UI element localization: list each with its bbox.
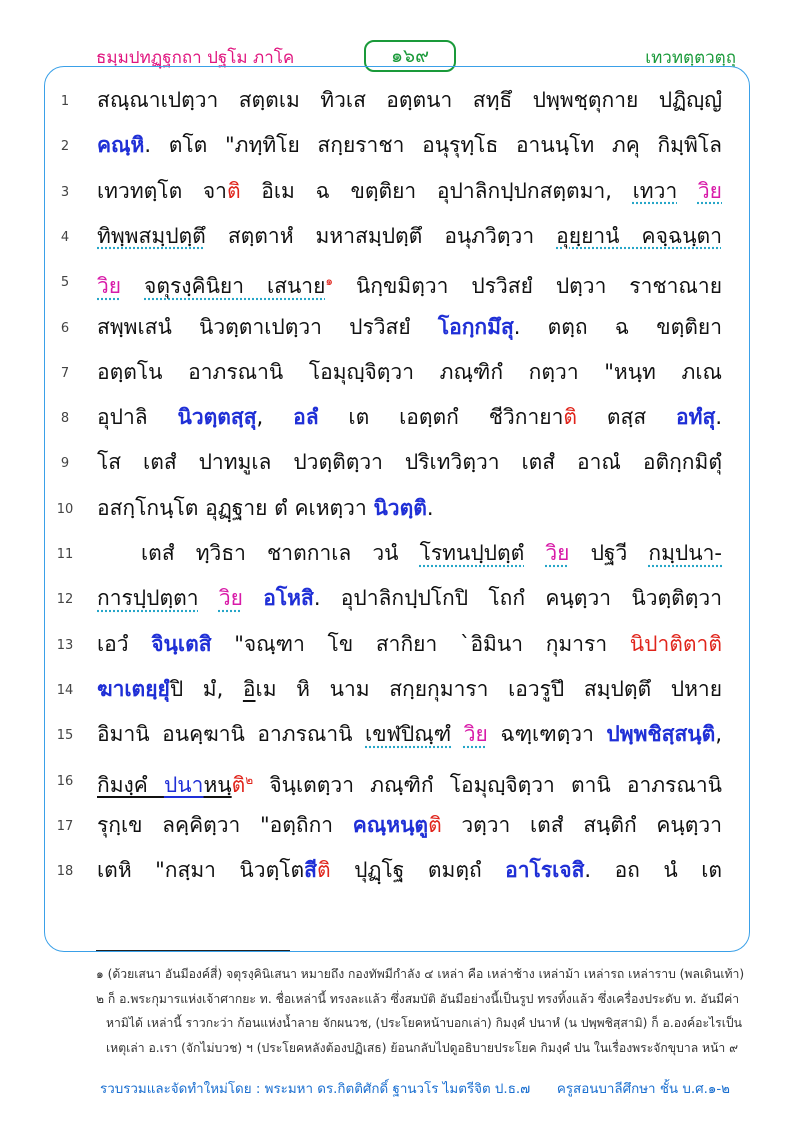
line-text xyxy=(97,307,722,347)
line-text xyxy=(97,488,722,528)
text-span: ตสฺส xyxy=(577,405,677,430)
line-number: 13 xyxy=(56,637,74,653)
text-span xyxy=(199,586,219,610)
text-span: จินฺเตตฺวา ภณฺฑิกํ โอมุญฺจิตฺวา ตานิ อาภรณานิ xyxy=(253,772,722,797)
line-text xyxy=(97,397,722,437)
text-span: อิ xyxy=(242,676,256,701)
text-line xyxy=(44,488,750,528)
page-header-left: ธมฺมปทฏฺฐกถา ปฐโม ภาโค xyxy=(96,48,295,68)
line-text xyxy=(97,352,722,392)
text-span: อิมานิ อนคฺฆานิ อาภรณานิ xyxy=(97,722,366,747)
text-span: คณฺหิ xyxy=(97,133,145,158)
line-number: 6 xyxy=(60,320,70,336)
line-text xyxy=(97,171,722,211)
text-span: ฆาเตยฺยุํ xyxy=(97,676,170,701)
line-text xyxy=(97,760,722,805)
line-number: 15 xyxy=(56,728,74,744)
text-span: การปฺปตฺตา xyxy=(97,586,199,611)
page-footer xyxy=(100,1078,730,1099)
text-span: จินฺเตสิ xyxy=(151,631,212,656)
text-line xyxy=(44,216,750,256)
line-number: 3 xyxy=(60,184,70,200)
text-span: ปพฺพชิสฺสนฺติ xyxy=(606,722,716,747)
text-span: เม หิ นาม สกฺยกุมารา เอวรูปึ สมฺปตฺตึ ปหาย xyxy=(255,676,723,701)
text-span: หนฺ xyxy=(203,772,232,797)
text-span: , xyxy=(256,405,294,430)
text-span: จตุรงฺคินิยา เสนาย xyxy=(144,274,326,299)
line-text xyxy=(97,442,722,482)
text-line xyxy=(44,307,750,347)
text-span: อาโรเจสิ xyxy=(505,858,585,883)
text-span: . ตตฺถ ฉ ขตฺติยา xyxy=(513,314,722,339)
line-text xyxy=(97,533,722,573)
text-line xyxy=(44,714,750,754)
line-text xyxy=(97,578,722,618)
text-span xyxy=(243,586,263,610)
text-span: ติ xyxy=(226,178,241,203)
line-text xyxy=(97,125,722,165)
text-span: นิกฺขมิตฺวา ปรวิสยํ ปตฺวา ราชาณาย xyxy=(333,274,722,299)
line-number: 4 xyxy=(60,229,70,245)
text-span: เอวํ xyxy=(97,631,152,656)
line-number: 8 xyxy=(60,411,70,427)
text-span: อสกฺโกนฺโต อุฏฺฐาย ตํ คเหตฺวา xyxy=(97,495,374,520)
text-span: . ตโต "ภทฺทิโย สกฺยราชา อนุรุทฺโธ อานนฺโท ภคุ กิมฺพิโล xyxy=(144,133,722,158)
text-line xyxy=(44,80,750,120)
text-line xyxy=(44,352,750,392)
text-span: เต เอตฺตกํ ชีวิกายา xyxy=(318,405,564,430)
text-span: ติ xyxy=(316,858,331,883)
text-span: กิมงฺคํ xyxy=(97,772,164,797)
line-text xyxy=(97,805,722,845)
text-span: ฉฑฺเฑตฺวา xyxy=(487,722,607,747)
line-text xyxy=(97,261,722,306)
text-line xyxy=(44,125,750,165)
line-number: 9 xyxy=(60,456,70,472)
footnote-line: เหตุเล่า อ.เรา (จักไม่บวช) ฯ (ประโยคหลังต้องปฏิเสธ) ย้อนกลับไปดูอธิบายประโยค กิมงฺคํ ปน ในเรื่องพระจักขุบาล หน้า ๙ xyxy=(106,1040,739,1055)
footnote-line: ๑ (ด้วยเสนา อันมีองค์สี่) จตุรงฺคินิเสนา หมายถึง กองทัพมีกำลัง ๔ เหล่า คือ เหล่าช้าง เหล่าม้า เหล่ารถ เหล่าราบ (พลเดินเท้า) xyxy=(96,967,745,981)
text-span: วิย xyxy=(697,178,722,203)
footer-course: ครูสอนบาลีศึกษา ชั้น บ.ศ.๑-๒ xyxy=(556,1082,730,1097)
text-span: โรทนปฺปตฺตํ xyxy=(419,541,525,565)
text-span: วิย xyxy=(97,274,122,299)
text-span: สตฺตาหํ มหาสมฺปตฺตึ อนุภวิตฺวา xyxy=(205,223,557,248)
text-line xyxy=(44,171,750,211)
text-line xyxy=(44,760,750,800)
text-span: อิเม ฉ ขตฺติยา อุปาลิกปฺปกสตฺตมา, xyxy=(240,178,633,203)
text-span: อทํสุ xyxy=(676,405,716,430)
text-span: โอกฺกมึสุ xyxy=(437,314,514,339)
text-span: ติ xyxy=(563,405,578,430)
text-line xyxy=(44,624,750,664)
text-span: กมฺปนา- xyxy=(648,541,722,565)
text-span: เทวทตฺโต จา xyxy=(97,178,227,203)
footnote-ref: ๒ xyxy=(245,772,254,787)
footnote-line: หามิได้ เหล่านี้ ราวกะว่า ก้อนแห่งน้ำลาย จักผนวช, (ประโยคหน้าบอกเล่า) กิมงฺคํ ปนาหํ (น ปพฺพชิสฺสามิ) ก็ อ.องค์อะไรเป็น xyxy=(106,1016,742,1030)
line-number: 1 xyxy=(60,94,70,109)
line-number: 2 xyxy=(60,139,70,155)
text-line xyxy=(44,805,750,845)
text-span: ปิ มํ, xyxy=(169,676,243,701)
text-span: ติ xyxy=(231,772,246,797)
footer-compiler: รวบรวมและจัดทำใหม่โดย : พระมหา ดร.กิตติศักดิ์ ฐานวโร ไมตรีจิต ป.ธ.๗ xyxy=(100,1082,531,1097)
line-number: 16 xyxy=(56,773,74,789)
text-span xyxy=(451,722,464,746)
footnote-rule xyxy=(96,950,290,951)
text-span: อุปาลิ xyxy=(97,405,178,430)
text-span: อโหสิ xyxy=(263,586,314,611)
text-span: อุยฺยานํ คจฺฉนฺตา xyxy=(556,223,722,248)
text-span: วิย xyxy=(463,722,488,747)
line-number: 7 xyxy=(60,365,70,381)
text-span: . xyxy=(715,405,722,430)
text-line xyxy=(44,578,750,618)
text-span: วิย xyxy=(218,586,243,611)
text-line xyxy=(44,442,750,482)
text-span: สี xyxy=(304,858,317,883)
text-span: นิวตฺตสฺสุ xyxy=(177,405,257,430)
text-span: วิย xyxy=(545,541,570,565)
text-span: . อุปาลิกปฺปโกปิ โถกํ คนฺตฺวา นิวตฺติตฺวา xyxy=(313,586,722,611)
text-span: . อถ นํ เต xyxy=(584,858,723,883)
text-span: สพฺพเสนํ นิวตฺตาเปตฺวา ปรวิสยํ xyxy=(97,314,438,339)
text-span: ทิพฺพสมฺปตฺตึ xyxy=(97,223,206,248)
line-number: 5 xyxy=(60,275,70,291)
text-span: โส เตสํ ปาทมูเล ปวตฺติตฺวา ปริเทวิตฺวา เตสํ อาณํ อติกฺกมิตุํ xyxy=(97,450,722,475)
text-line xyxy=(44,850,750,890)
line-text xyxy=(97,80,722,120)
text-span: เขฬปิณฺฑํ xyxy=(365,722,452,747)
text-span: รุกฺเข ลคฺคิตฺวา "อตฺถิกา xyxy=(97,812,353,837)
text-span: ติ xyxy=(428,812,442,837)
text-span: เตหิ "กสฺมา นิวตฺโต xyxy=(97,858,305,883)
page-header-right: เทวทตฺตวตฺถุ xyxy=(645,48,736,68)
text-span: ปนา xyxy=(163,772,204,797)
text-line xyxy=(44,533,750,573)
line-text xyxy=(97,714,722,754)
text-line xyxy=(44,261,750,301)
text-span: เทวา xyxy=(632,178,678,203)
line-number: 18 xyxy=(56,864,74,880)
line-text xyxy=(97,216,722,256)
text-span: วตฺวา เตสํ สนฺติกํ คนฺตฺวา xyxy=(441,812,722,837)
text-span xyxy=(677,179,698,203)
text-line xyxy=(44,669,750,709)
text-span: นิปาติตาติ xyxy=(629,631,722,656)
page-number-box: ๑๖๙ xyxy=(364,40,456,72)
line-number: 10 xyxy=(56,501,74,517)
line-number: 12 xyxy=(56,592,74,608)
line-number: 11 xyxy=(56,547,74,562)
line-text xyxy=(97,669,722,709)
line-text xyxy=(97,850,722,890)
footnote-line: ๒ ก็ อ.พระกุมารแห่งเจ้าศากยะ ท. ชื่อเหล่านี้ ทรงละแล้ว ซึ่งสมบัติ อันมีอย่างนี้เป็นรูป ทรงทิ้งแล้ว ซึ่งเครื่องประดับ ท. อันมีค่า xyxy=(96,991,740,1006)
text-span xyxy=(524,541,545,565)
text-span: อตฺตโน อาภรณานิ โอมุญฺจิตฺวา ภณฺฑิกํ กตฺวา "หนฺท ภเณ xyxy=(97,359,722,384)
text-line xyxy=(44,397,750,437)
text-span: . xyxy=(426,495,434,520)
text-span: อลํ xyxy=(293,405,319,430)
footnote-ref: ๑ xyxy=(325,274,334,289)
text-span: เตสํ ทฺวิธา ชาตกาเล วนํ xyxy=(141,541,420,565)
text-span: ปฐวี xyxy=(569,541,649,565)
text-span: นิวตฺติ xyxy=(373,495,427,520)
line-number: 14 xyxy=(56,682,74,698)
text-span: สณฺณาเปตฺวา สตฺตเม ทิวเส อตฺตนา สทฺธึ ปพฺพชฺตุกาย ปฏิญฺญํ xyxy=(97,88,722,112)
text-span xyxy=(121,274,144,298)
text-span: , xyxy=(715,722,722,747)
text-span: คณฺหนฺตู xyxy=(352,812,429,837)
text-span: ปุฏฺโฐ ตมตฺถํ xyxy=(330,858,506,883)
text-span: "จณฺฑา โข สากิยา `อิมินา กุมารา xyxy=(211,631,630,656)
line-number: 17 xyxy=(56,818,74,834)
line-text xyxy=(97,624,722,664)
